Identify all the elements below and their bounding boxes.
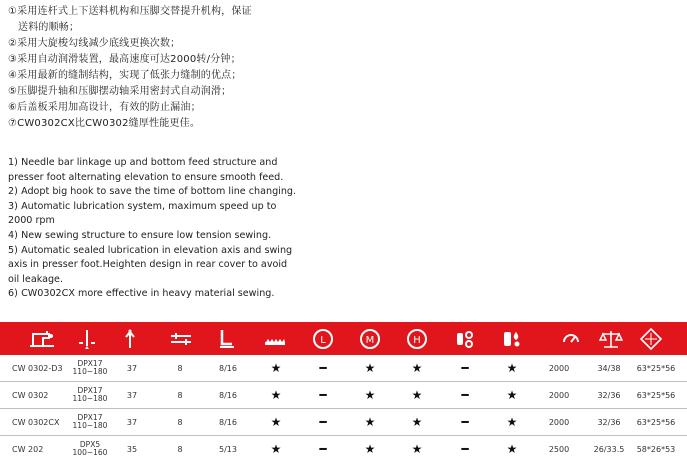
stitch-cell: 35	[126, 444, 138, 454]
light-material-icon	[310, 322, 336, 355]
cn-feature-6: ⑥后盖板采用加高设计，有效的防止漏油；	[8, 102, 201, 113]
weight-icon	[596, 322, 626, 355]
lubrication-icon	[499, 322, 525, 355]
en-feature-num: 1)	[8, 157, 18, 168]
model-cell: CW 0302CX	[12, 417, 60, 427]
cn-feature-7: ⑦CW0302CX比CW0302缝厚性能更佳。	[8, 118, 201, 129]
weight-cell: 32/36	[597, 417, 621, 427]
en-feature-text: Automatic sealed lubrication in elevation axis and swing axis in presser foot.Heighten design in rear cover to avoid oil leakage.	[8, 244, 293, 285]
speed-cell: 2000	[548, 390, 570, 400]
en-feature-num: 2)	[8, 186, 18, 198]
dimensions-icon	[636, 322, 666, 355]
sewing-machine-icon	[22, 322, 62, 355]
cn-feature-1: ①采用连杆式上下送料机构和压脚交替提升机构，保证	[8, 6, 252, 17]
en-feature-2	[8, 185, 298, 200]
model-cell: CW 0302	[12, 390, 49, 400]
weight-cell: 26/33.5	[593, 444, 625, 454]
presser-foot-icon	[213, 322, 239, 355]
en-feature-num: 6)	[8, 288, 18, 300]
cn-feature-2: ②采用大旋梭勾线减少底线更换次数；	[8, 38, 181, 49]
chinese-feature-list	[8, 4, 308, 132]
en-feature-4	[8, 229, 298, 244]
spec-mark: ━	[461, 442, 469, 456]
light-material-letter: L	[320, 334, 326, 346]
spec-mark: ━	[319, 361, 327, 375]
spec-mark: ━	[461, 388, 469, 402]
speed-cell: 2500	[548, 444, 570, 454]
needle-size: 110~180	[72, 367, 108, 376]
needle-cell	[68, 436, 112, 462]
table-row	[0, 409, 687, 436]
spec-mark: ★	[364, 415, 376, 429]
feed-dog-icon	[260, 322, 290, 355]
en-feature-num: 5)	[8, 244, 18, 256]
needle-cell	[68, 355, 112, 381]
needle-type: DPX17	[77, 413, 103, 422]
weight-cell: 34/38	[597, 363, 621, 373]
feed-cell: 8	[177, 444, 183, 454]
needle-type: DPX17	[77, 359, 103, 368]
heavy-material-icon	[404, 322, 430, 355]
speed-icon	[556, 322, 586, 355]
spec-mark: ━	[461, 415, 469, 429]
thread-trimmer-icon	[452, 322, 478, 355]
feed-cell: 8	[177, 417, 183, 427]
spec-mark: ★	[270, 442, 282, 456]
spec-mark: ━	[461, 361, 469, 375]
spec-mark: ★	[270, 415, 282, 429]
spec-mark: ★	[506, 388, 518, 402]
spec-mark: ★	[411, 361, 423, 375]
lift-cell: 8/16	[219, 363, 237, 373]
cn-feature-5: ⑤压脚提升轴和压脚摆动轴采用密封式自动润滑；	[8, 86, 232, 97]
size-cell: 58*26*53	[636, 444, 676, 454]
en-feature-3	[8, 200, 298, 229]
en-feature-text: CW0302CX more effective in heavy material sewing.	[21, 288, 275, 300]
needle-system-icon	[72, 322, 102, 355]
feed-length-icon	[166, 322, 196, 355]
feed-cell: 8	[177, 363, 183, 373]
needle-size: 100~160	[72, 448, 108, 457]
needle-cell	[68, 382, 112, 408]
heavy-material-letter: H	[413, 334, 421, 346]
table-row	[0, 382, 687, 409]
needle-size: 110~180	[72, 394, 108, 403]
spec-mark: ★	[364, 388, 376, 402]
speed-cell: 2000	[548, 363, 570, 373]
spec-mark: ★	[506, 442, 518, 456]
en-feature-num: 3)	[8, 200, 18, 212]
spec-mark: ★	[364, 442, 376, 456]
en-feature-num: 4)	[8, 229, 18, 241]
en-feature-text: Needle bar linkage up and bottom feed structure and presser foot alternating elevation to ensure smooth feed.	[8, 157, 284, 183]
medium-material-letter: M	[365, 334, 375, 346]
stitch-cell: 37	[126, 363, 138, 373]
cn-feature-3: ③采用自动润滑装置，最高速度可达2000转/分钟；	[8, 54, 241, 65]
spec-mark: ★	[411, 442, 423, 456]
size-cell: 63*25*56	[636, 390, 676, 400]
lift-cell: 5/13	[219, 444, 237, 454]
en-feature-6	[8, 287, 298, 302]
needle-cell	[68, 409, 112, 435]
spec-mark: ━	[319, 388, 327, 402]
model-cell: CW 202	[12, 444, 44, 454]
spec-mark: ★	[506, 361, 518, 375]
model-cell: CW 0302-D3	[12, 363, 63, 373]
cn-feature-1-cont: 送料的顺畅；	[18, 22, 80, 33]
lift-cell: 8/16	[219, 417, 237, 427]
en-feature-text: Automatic lubrication system, maximum speed up to 2000 rpm	[8, 200, 277, 227]
en-feature-1	[8, 156, 298, 185]
en-feature-5	[8, 244, 298, 288]
stitch-cell: 37	[126, 390, 138, 400]
spec-mark: ★	[411, 388, 423, 402]
en-feature-text: Adopt big hook to save the time of bottom line changing.	[21, 186, 297, 198]
spec-mark: ★	[270, 388, 282, 402]
stitch-length-icon	[118, 322, 142, 355]
size-cell: 63*25*56	[636, 363, 676, 373]
spec-mark: ━	[319, 415, 327, 429]
feed-cell: 8	[177, 390, 183, 400]
english-feature-list	[8, 156, 298, 302]
size-cell: 63*25*56	[636, 417, 676, 427]
needle-type: DPX5	[79, 440, 101, 449]
cn-feature-4: ④采用最新的缝制结构，实现了低张力缝制的优点；	[8, 70, 242, 81]
spec-mark: ★	[270, 361, 282, 375]
lift-cell: 8/16	[219, 390, 237, 400]
stitch-cell: 37	[126, 417, 138, 427]
spec-header-bar	[0, 322, 687, 355]
spec-mark: ★	[364, 361, 376, 375]
needle-type: DPX17	[77, 386, 103, 395]
table-row	[0, 355, 687, 382]
weight-cell: 32/36	[597, 390, 621, 400]
medium-material-icon	[357, 322, 383, 355]
spec-table	[0, 355, 687, 462]
table-row	[0, 436, 687, 462]
spec-mark: ━	[319, 442, 327, 456]
spec-mark: ★	[506, 415, 518, 429]
needle-size: 110~180	[72, 421, 108, 430]
en-feature-text: New sewing structure to ensure low tension sewing.	[21, 229, 272, 241]
spec-mark: ★	[411, 415, 423, 429]
speed-cell: 2000	[548, 417, 570, 427]
